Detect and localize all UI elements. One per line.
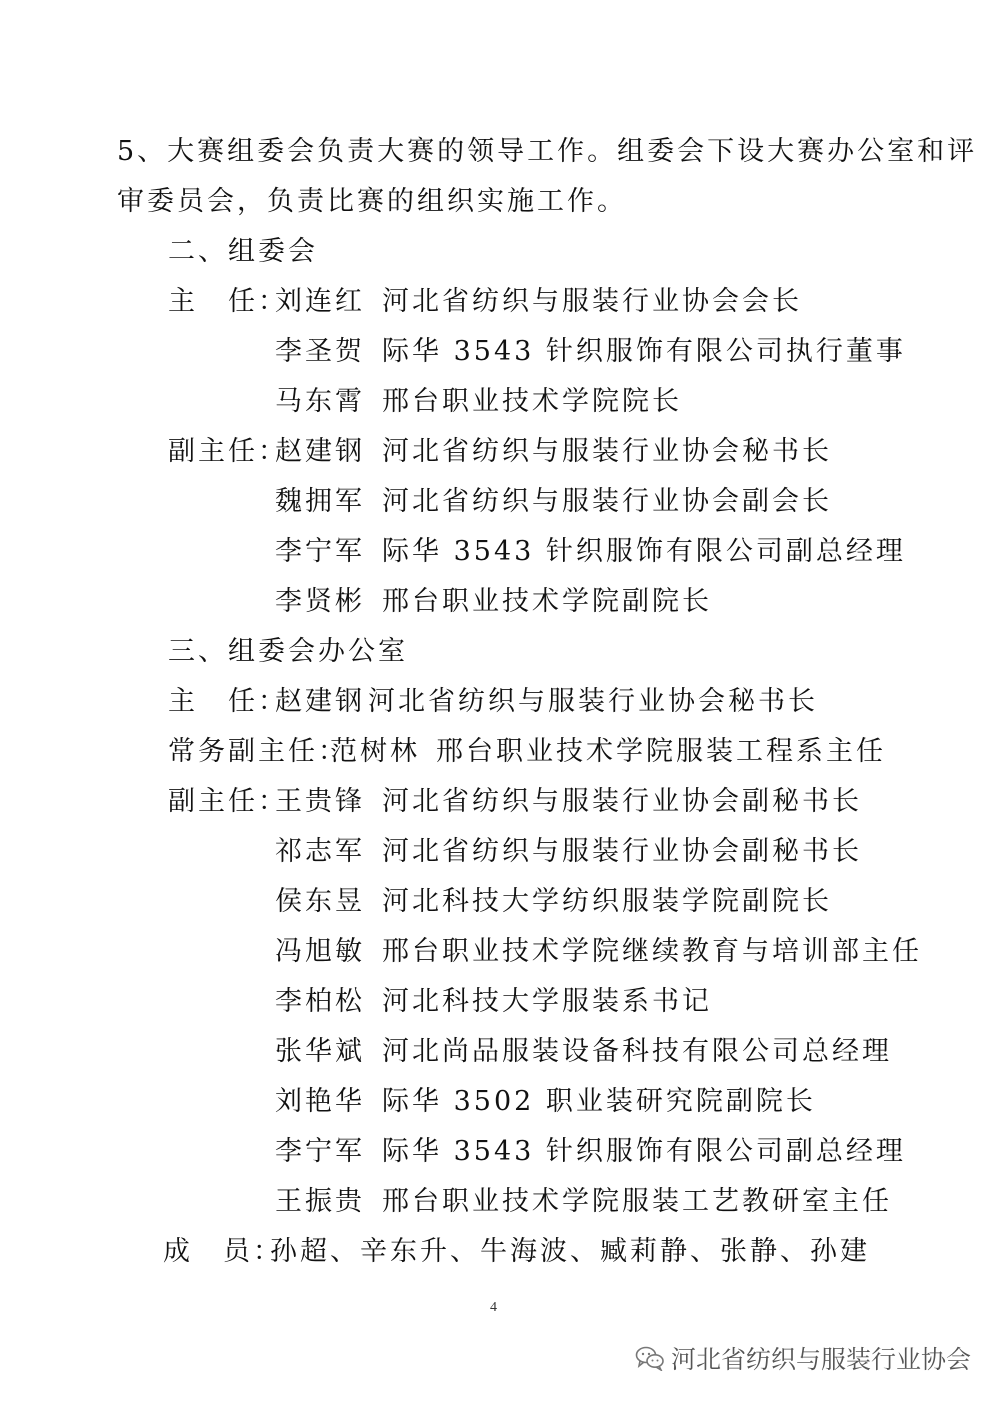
director-label: 主 任： [168,286,288,317]
person-name: 魏拥军 [275,486,365,517]
person-name: 刘艳华 [275,1086,365,1117]
person-name: 李宁军 [275,536,365,567]
person-org: 际华 3543 针织服饰有限公司副总经理 [382,536,906,567]
person-name: 冯旭敏 [275,936,365,967]
person-name: 刘连红 [275,286,365,317]
person-name: 马东霄 [275,386,365,417]
person-org: 河北省纺织与服装行业协会副会长 [382,486,832,517]
watermark [635,1340,971,1376]
person-org: 际华 3543 针织服饰有限公司副总经理 [382,1136,906,1167]
person-org: 邢台职业技术学院副院长 [382,586,712,617]
section-heading-office: 三、组委会办公室 [168,636,408,667]
person-org: 际华 3543 针织服饰有限公司执行董事 [382,336,906,367]
person-org: 河北省纺织与服装行业协会副秘书长 [382,836,862,867]
person-org: 河北省纺织与服装行业协会秘书长 [382,436,832,467]
person-name: 王贵锋 [275,786,365,817]
person-name: 李宁军 [275,1136,365,1167]
watermark-text: 河北省纺织与服装行业协会 [671,1345,972,1374]
wechat-icon [635,1345,665,1371]
office-deputy-label: 副主任： [168,786,288,817]
person-org: 际华 3502 职业装研究院副院长 [382,1086,816,1117]
deputy-label: 副主任： [168,436,288,467]
person-org: 邢台职业技术学院服装工艺教研室主任 [382,1186,892,1217]
person-name: 李柏松 [275,986,365,1017]
page-number: 4 [490,1300,497,1315]
members-list: 孙超、辛东升、牛海波、臧莉静、张静、孙建 [270,1236,870,1267]
person-org: 邢台职业技术学院继续教育与培训部主任 [382,936,922,967]
person-name: 王振贵 [275,1186,365,1217]
intro-line-2: 审委员会，负责比赛的组织实施工作。 [117,186,627,217]
person-name: 范树林 [330,736,420,767]
person-org: 邢台职业技术学院院长 [382,386,682,417]
person-org: 河北省纺织与服装行业协会会长 [382,286,802,317]
section-heading-committee: 二、组委会 [168,236,318,267]
person-name: 赵建钢 [275,436,365,467]
office-director-label: 主 任： [168,686,288,717]
person-org: 河北科技大学服装系书记 [382,986,712,1017]
person-org: 河北科技大学纺织服装学院副院长 [382,886,832,917]
members-label: 成 员： [163,1236,283,1267]
intro-line-1: 5、大赛组委会负责大赛的领导工作。组委会下设大赛办公室和评 [117,136,978,167]
person-name: 李贤彬 [275,586,365,617]
exec-deputy-label: 常务副主任： [168,736,348,767]
person-org: 河北省纺织与服装行业协会秘书长 [368,686,818,717]
person-org: 河北尚品服装设备科技有限公司总经理 [382,1036,892,1067]
person-name: 赵建钢 [275,686,365,717]
person-name: 侯东昱 [275,886,365,917]
person-name: 祁志军 [275,836,365,867]
person-name: 李圣贺 [275,336,365,367]
person-name: 张华斌 [275,1036,365,1067]
person-org: 河北省纺织与服装行业协会副秘书长 [382,786,862,817]
person-org: 邢台职业技术学院服装工程系主任 [436,736,886,767]
